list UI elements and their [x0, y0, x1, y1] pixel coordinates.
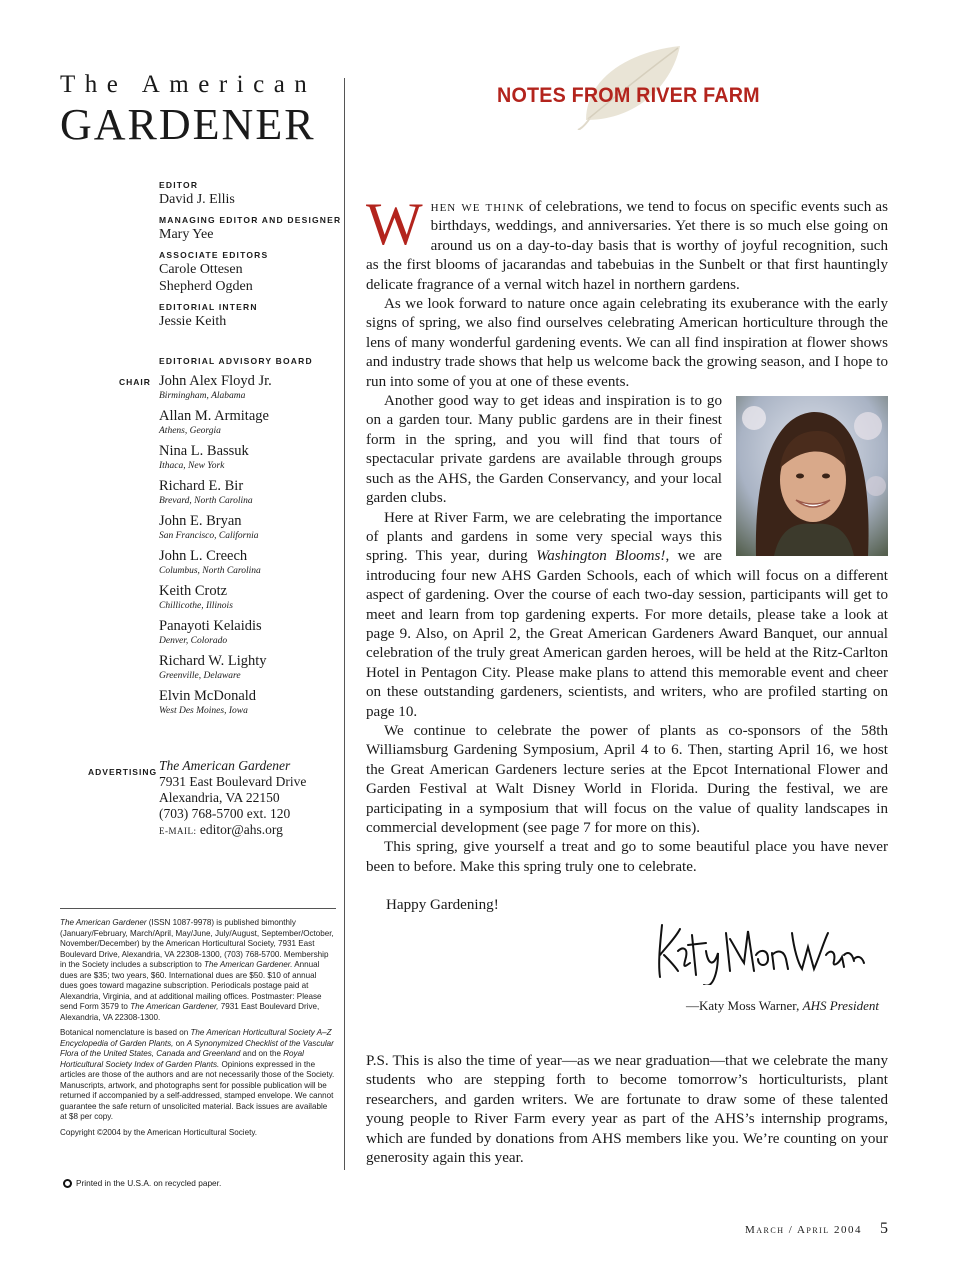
staff-role: ASSOCIATE EDITORS — [159, 250, 269, 260]
staff-name: Shepherd Ogden — [159, 279, 253, 294]
member-name: John Alex Floyd Jr. — [159, 373, 272, 389]
nomenclature-notice — [60, 1028, 336, 1123]
staff-name: Mary Yee — [159, 227, 214, 242]
notice-text: 7931 East Boulevard Drive, Alexandria, VA 22308-1300. — [60, 1002, 320, 1022]
paragraph-text: of celebrations, we tend to focus on specific events such as birthdays, weddings, and anniversaries. Yet there is so much else going on around us on a day-to-day basis that is worthy of joyful recognition, such as the first blooms of jacarandas and tabebuias in the Sunbelt or that first hauntingly delicate fragrance of a vernal witch hazel in northern gardens. — [366, 199, 888, 293]
notice-text: and on the — [240, 1049, 284, 1058]
magazine-title: The American Gardener — [60, 918, 147, 927]
page-number: 5 — [880, 1220, 888, 1237]
board-member — [159, 513, 339, 542]
advertising-address1: 7931 East Boulevard Drive — [159, 774, 307, 789]
publication-fineprint — [60, 918, 336, 1143]
article-paragraph — [366, 191, 888, 295]
staff-list — [119, 180, 342, 723]
postscript: P.S. This is also the time of year—as we near graduation—that we celebrate the many students who are stepping forth to become tomorrow’s horticulturists, plant researchers, and garden writers. We are fortunate to draw some of these talented young people to River Farm every year as part of the AHS’s internship programs, which are funded by donations from AHS members like you. We’re counting on your generosity again this year. — [366, 1053, 888, 1167]
paragraph-text: Another good way to get ideas and inspiration is to go on a garden tour. Many public gardens are in their finest form in the spring, and you will find that tours of spectacular private gardens are available through groups such as the AHS, the Garden Conservancy, and your local garden clubs. — [366, 393, 722, 507]
board-heading: EDITORIAL ADVISORY BOARD — [159, 356, 313, 366]
paragraph-text: , we are introducing four new AHS Garden Schools, each of which will focus on a different aspect of gardening. Over the course of each two-day session, participants will get to meet and learn from top gardening experts. For more details, please take a look at page 9. Also, on April 2, the Great American Gardeners Award Banquet, our annual celebration of the truly great American garden heroes, will be held at the Ritz-Carlton Hotel in Pentagon City. Please make plans to attend this memorable event and cheer on these outstanding gardeners, scientists, and writers, who are profiled starting on page 10. — [366, 548, 888, 720]
drop-cap: W — [366, 191, 423, 257]
author-photo — [736, 396, 888, 556]
staff-role: MANAGING EDITOR AND DESIGNER — [159, 215, 342, 225]
reference-title: The American Horticultural Society A–Z Encyclopedia of Garden Plants, — [60, 1028, 332, 1048]
board-member — [159, 443, 339, 472]
board-member — [159, 478, 339, 507]
member-name: John E. Bryan — [159, 513, 242, 529]
reference-title: Royal Horticultural Society Index of Garden Plants. — [60, 1049, 304, 1069]
article-body — [366, 191, 888, 877]
board-member — [159, 653, 339, 682]
reference-title: A Synonymized Checklist of the Vascular Flora of the United States, Canada and Greenland — [60, 1038, 334, 1058]
staff-name: Carole Ottesen — [159, 262, 243, 277]
member-name: Nina L. Bassuk — [159, 443, 249, 459]
notice-text: on — [173, 1038, 187, 1048]
member-place: Chillicothe, Illinois — [159, 601, 233, 611]
staff-role: EDITORIAL INTERN — [159, 302, 258, 312]
magazine-title: The American Gardener. — [203, 960, 293, 969]
printed-text: Printed in the U.S.A. on recycled paper. — [76, 1178, 222, 1188]
advisory-board — [119, 373, 339, 717]
board-member — [119, 373, 339, 402]
member-name: Richard E. Bir — [159, 478, 244, 494]
member-place: Brevard, North Carolina — [159, 496, 253, 506]
closing-line: Happy Gardening! — [386, 897, 499, 913]
board-member — [159, 408, 339, 437]
board-member — [159, 548, 339, 577]
member-place: West Des Moines, Iowa — [159, 706, 248, 716]
advertising-contact — [88, 758, 339, 839]
member-name: Richard W. Lighty — [159, 653, 267, 669]
section-title: NOTES FROM RIVER FARM — [497, 84, 760, 107]
notice-text: Opinions expressed in the articles are those of the authors and are not necessarily those of the Society. Manuscripts, artwork, and photographs sent for possible publication will be returned if accompanied by a self-addressed, stamped envelope. We cannot guarantee the safe return of unsolicited material. Back issues are available at $8 per copy. — [60, 1059, 335, 1121]
article-paragraph: We continue to celebrate the power of plants as co-sponsors of the 58th Williamsburg Gardening Symposium, April 4 to 6. Then, starting April 16, we host the Great American Gardeners lecture series at the Epcot International Flower and Garden Festival at Walt Disney World in Florida. During the festival, we are participating in a symposium that will focus on the value of quality landscapes in commercial development (see page 7 for more on this). — [366, 722, 888, 836]
masthead — [60, 72, 335, 147]
masthead-line1: The American — [60, 71, 317, 98]
printed-note — [63, 1178, 221, 1188]
member-place: Athens, Georgia — [159, 426, 221, 436]
advertising-address2: Alexandria, VA 22150 — [159, 790, 280, 805]
member-name: Keith Crotz — [159, 583, 228, 599]
signature-line — [686, 998, 879, 1014]
staff-name: David J. Ellis — [159, 192, 235, 207]
notice-text: (ISSN 1087-9978) is published bimonthly (January/February, March/April, May/June, July/August, September/October, November/December) by the American Horticultural Society, 7931 East Boulevard Drive, Alexandria, VA 22308-1300, (703) 768-5700. Membership in the Society includes a subscription to — [60, 918, 334, 969]
email-label: E-MAIL: — [159, 826, 197, 836]
member-name: Elvin McDonald — [159, 688, 257, 704]
member-place: Ithaca, New York — [159, 461, 225, 471]
member-name: Panayoti Kelaidis — [159, 618, 262, 634]
staff-role: EDITOR — [159, 180, 199, 190]
fineprint-divider — [60, 908, 336, 909]
column-divider — [344, 78, 345, 1170]
member-name: Allan M. Armitage — [159, 408, 269, 424]
advertising-magazine: The American Gardener — [159, 758, 291, 773]
article-paragraph — [366, 392, 888, 508]
advertising-phone: (703) 768-5700 ext. 120 — [159, 806, 291, 821]
board-member — [159, 688, 339, 717]
member-place: Columbus, North Carolina — [159, 566, 261, 576]
publication-notice — [60, 918, 336, 1023]
signature-image — [648, 915, 868, 985]
issue-date: March / April 2004 — [745, 1224, 862, 1236]
member-place: San Francisco, California — [159, 531, 259, 541]
article-paragraph: As we look forward to nature once again celebrating its exuberance with the early signs of spring, we also find ourselves celebrating American horticulture through the lens of many wonderful gardening events. We can all find inspiration at flower shows and industry trade shows that help us welcome back the growing season, and I hope to run into some of you at one of these events. — [366, 296, 888, 390]
advertising-email-row — [159, 822, 339, 839]
event-name: Washington Blooms! — [536, 548, 666, 565]
author-title: AHS President — [802, 998, 880, 1013]
notice-text: Annual dues are $35; two years, $60. International dues are $50. $10 of annual dues goes toward magazine subscription. Periodicals postage paid at Alexandria, Virginia, and at additional mailing offices. Postmaster: Please send Form 3579 to — [60, 960, 322, 1011]
author-name: —Katy Moss Warner, — [686, 998, 803, 1013]
staff-name: Jessie Keith — [159, 314, 227, 329]
chair-label: CHAIR — [119, 377, 151, 387]
copyright: Copyright ©2004 by the American Horticultural Society. — [60, 1127, 258, 1137]
member-place: Greenville, Delaware — [159, 671, 241, 681]
masthead-title: GARDENER — [60, 100, 316, 149]
notice-text: Botanical nomenclature is based on — [60, 1028, 191, 1037]
member-name: John L. Creech — [159, 548, 248, 564]
advertising-label: ADVERTISING — [88, 767, 158, 777]
lead-in: hen we think — [430, 199, 525, 215]
article-paragraph: This spring, give yourself a treat and go to some beautiful place you have never been to before. Make this spring truly one to celebrate. — [366, 839, 888, 875]
board-member — [159, 618, 339, 647]
member-place: Birmingham, Alabama — [159, 391, 246, 401]
member-place: Denver, Colorado — [159, 636, 228, 646]
magazine-title: The American Gardener, — [130, 1002, 219, 1011]
board-member — [159, 583, 339, 612]
email-link[interactable]: editor@ahs.org — [199, 822, 283, 837]
paragraph-text: Here at River Farm, we are celebrating the importance of plants and gardens in some very special ways this spring. This year, during — [366, 509, 722, 565]
recycle-icon — [63, 1179, 72, 1188]
